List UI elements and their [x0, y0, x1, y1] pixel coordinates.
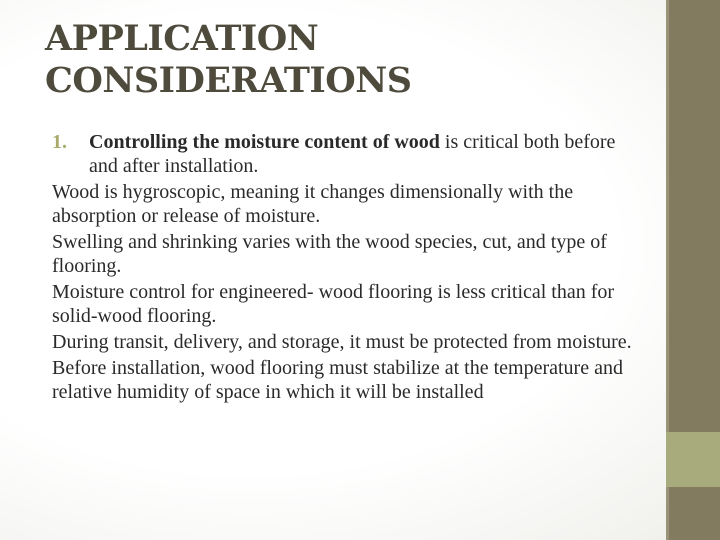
numbered-item-text: is critical both before and after installation.: [89, 131, 616, 177]
slide-title: [45, 18, 645, 102]
body-paragraph-1: Wood is hygroscopic, meaning it changes dimensionally with the absorption or release of moisture.: [52, 181, 574, 227]
body-paragraph-4: During transit, delivery, and storage, it must be protected from moisture.: [52, 331, 632, 353]
decorative-sidebar: [666, 0, 720, 540]
slide-title-line-2: CONSIDERATIONS: [45, 60, 412, 101]
numbered-item-bold-lead: Controlling the moisture content of wood: [89, 131, 440, 153]
body-paragraph-3: Moisture control for engineered- wood flooring is less critical than for solid-wood flooring.: [52, 281, 615, 327]
slide-title-line-1: APPLICATION: [45, 18, 319, 59]
sidebar-strip-accent: [666, 432, 720, 487]
sidebar-strip-bottom: [666, 487, 720, 540]
sidebar-strip-top: [666, 0, 720, 432]
body-paragraph-5: Before installation, wood flooring must stabilize at the temperature and relative humidity of space in which it will be installed: [52, 357, 623, 403]
slide-body: [52, 130, 637, 406]
list-number: 1.: [52, 131, 67, 153]
numbered-item-1: [52, 130, 637, 178]
body-paragraph-2: Swelling and shrinking varies with the wood species, cut, and type of flooring.: [52, 231, 607, 277]
